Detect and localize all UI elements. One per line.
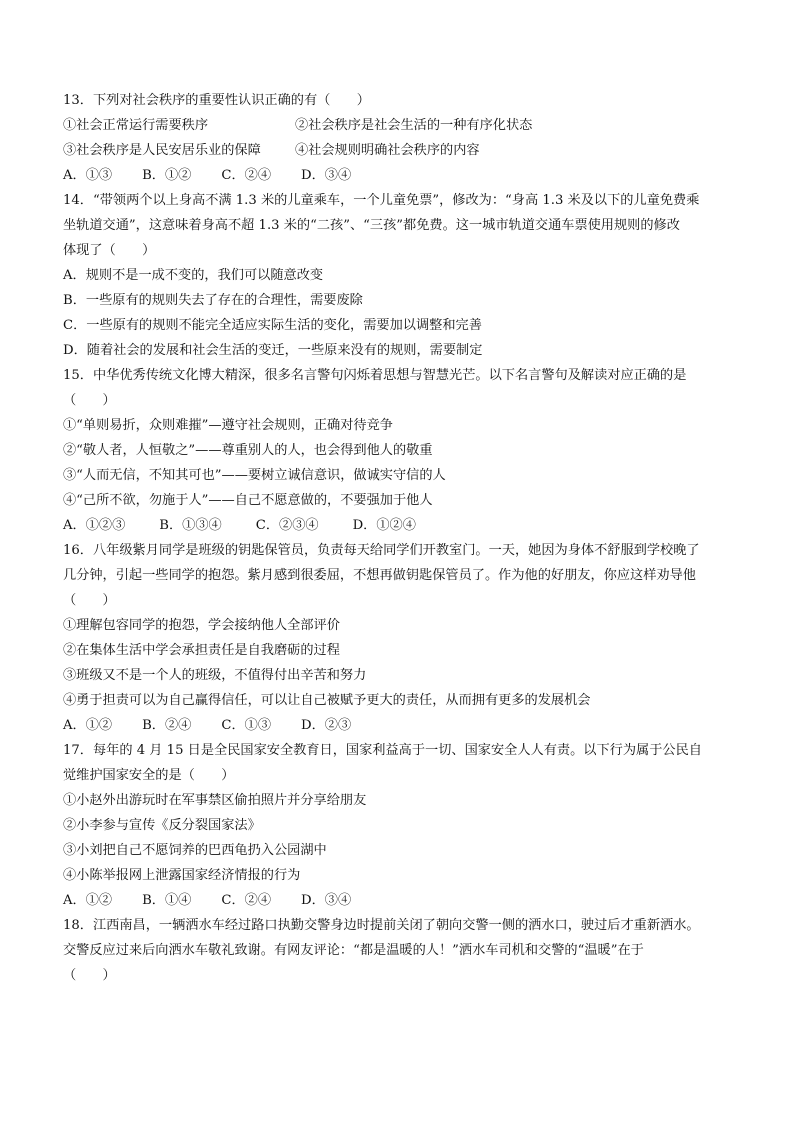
question-18-stem-line-2: 交警反应过来后向洒水车敬礼致谢。有网友评论：“都是温暖的人！”洒水车司机和交警的“温暖”在于 — [63, 943, 644, 958]
option-d: D．①②④ — [352, 518, 416, 533]
question-14-stem-line-2: 坐轨道交通”，这意味着身高不超 1.3 米的“二孩”、“三孩”都免费。这一城市轨道交通车票使用规则的修改 — [63, 218, 680, 233]
question-15 — [63, 363, 743, 538]
question-16-stem-line-2: 几分钟，引起一些同学的抱怨。紫月感到很委屈，不想再做钥匙保管员了。作为他的好朋友，你应这样劝导他 — [63, 568, 696, 583]
question-15-options — [63, 513, 743, 538]
question-15-stem-line-1: 15．中华优秀传统文化博大精深，很多名言警句闪烁着思想与智慧光芒。以下名言警句及解读对应正确的是 — [63, 368, 687, 383]
question-14-stem-line-3: 体现了（ ） — [63, 243, 156, 258]
question-13-statements-row-2 — [63, 138, 743, 163]
statement-2: ②在集体生活中学会承担责任是自我磨砺的过程 — [63, 643, 340, 658]
option-d: D．③④ — [301, 168, 352, 183]
statement-2: ②“敬人者，人恒敬之”——尊重别人的人，也会得到他人的敬重 — [63, 443, 433, 458]
option-a: A．①②③ — [63, 518, 126, 533]
statement-2: ②小李参与宣传《反分裂国家法》 — [63, 818, 261, 833]
statement-4: ④勇于担责可以为自己赢得信任，可以让自己被赋予更大的责任，从而拥有更多的发展机会 — [63, 693, 591, 708]
question-16-stem-line-3: （ ） — [63, 593, 116, 608]
statement-4: ④小陈举报网上泄露国家经济情报的行为 — [63, 868, 301, 883]
option-a: A．①② — [63, 893, 113, 908]
statement-3: ③小刘把自己不愿饲养的巴西龟扔入公园湖中 — [63, 843, 327, 858]
question-15-stem-line-2: （ ） — [63, 393, 116, 408]
option-b: B．①④ — [142, 893, 192, 908]
option-a: A．①② — [63, 718, 113, 733]
statement-4: ④“己所不欲，勿施于人”——自己不愿意做的，不要强加于他人 — [63, 493, 433, 508]
option-d: D．随着社会的发展和社会生活的变迁，一些原来没有的规则，需要制定 — [63, 343, 483, 358]
question-18 — [63, 913, 743, 988]
question-14 — [63, 188, 743, 363]
option-b: B．①③④ — [159, 518, 222, 533]
option-c: C．①③ — [221, 718, 272, 733]
option-b: B．②④ — [142, 718, 192, 733]
question-13-statements-row-1 — [63, 113, 743, 138]
question-13 — [63, 88, 743, 188]
statement-1: ①社会正常运行需要秩序 — [63, 118, 209, 133]
option-a: A．规则不是一成不变的，我们可以随意改变 — [63, 268, 324, 283]
question-18-stem-line-1: 18．江西南昌，一辆洒水车经过路口执勤交警身边时提前关闭了朝向交警一侧的洒水口，驶过后才重新洒水。 — [63, 918, 700, 933]
question-14-stem-line-1: 14．“带领两个以上身高不满 1.3 米的儿童乘车，一个儿童免票”，修改为：“身高 1.3 米及以下的儿童免费乘 — [63, 193, 700, 208]
option-b: B．一些原有的规则失去了存在的合理性，需要废除 — [63, 293, 363, 308]
option-c: C．②④ — [221, 168, 272, 183]
option-d: D．②③ — [301, 718, 352, 733]
question-16-options — [63, 713, 743, 738]
statement-3: ③“人而无信，不知其可也”——要树立诚信意识，做诚实守信的人 — [63, 468, 446, 483]
option-b: B．①② — [142, 168, 192, 183]
question-13-stem: 13．下列对社会秩序的重要性认识正确的有（ ） — [63, 93, 370, 108]
statement-4: ④社会规则明确社会秩序的内容 — [295, 143, 480, 158]
question-17-options — [63, 888, 743, 913]
statement-1: ①理解包容同学的抱怨，学会接纳他人全部评价 — [63, 618, 340, 633]
question-17-stem-line-2: 觉维护国家安全的是（ ） — [63, 768, 235, 783]
option-c: C．②④ — [221, 893, 272, 908]
statement-3: ③社会秩序是人民安居乐业的保障 — [63, 143, 261, 158]
option-c: C．一些原有的规则不能完全适应实际生活的变化，需要加以调整和完善 — [63, 318, 482, 333]
statement-1: ①小赵外出游玩时在军事禁区偷拍照片并分享给朋友 — [63, 793, 367, 808]
question-17 — [63, 738, 743, 913]
question-17-stem-line-1: 17．每年的 4 月 15 日是全民国家安全教育日，国家利益高于一切、国家安全人人有责。以下行为属于公民自 — [63, 743, 702, 758]
question-16-stem-line-1: 16．八年级紫月同学是班级的钥匙保管员，负责每天给同学们开教室门。一天，她因为身体不舒服到学校晚了 — [63, 543, 700, 558]
question-list — [63, 88, 743, 988]
statement-1: ①“单则易折，众则难摧”—遵守社会规则，正确对待竞争 — [63, 418, 393, 433]
option-d: D．③④ — [301, 893, 352, 908]
statement-2: ②社会秩序是社会生活的一种有序化状态 — [295, 118, 533, 133]
statement-3: ③班级又不是一个人的班级，不值得付出辛苦和努力 — [63, 668, 367, 683]
question-18-stem-line-3: （ ） — [63, 968, 116, 983]
option-a: A．①③ — [63, 168, 113, 183]
question-16 — [63, 538, 743, 738]
question-13-options — [63, 163, 743, 188]
option-c: C．②③④ — [255, 518, 319, 533]
